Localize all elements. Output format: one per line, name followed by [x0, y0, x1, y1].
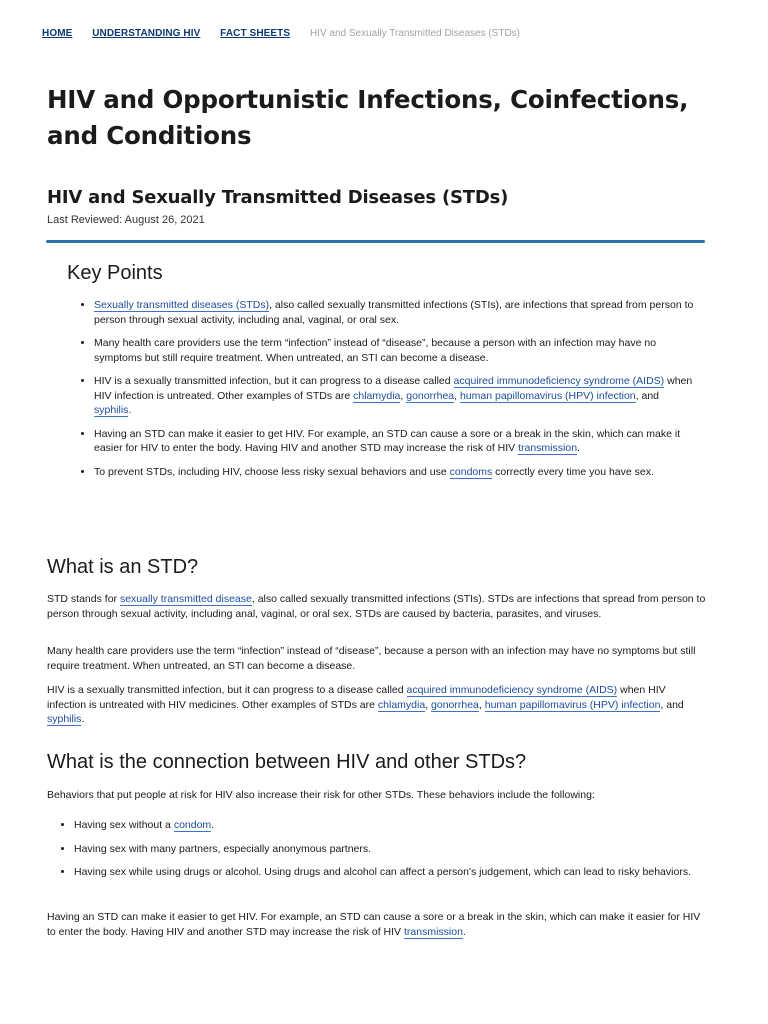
link-chlamydia[interactable]: chlamydia — [353, 389, 401, 402]
paragraph-text: when HIV infection is untreated with HIV medicines. Other examples of STDs are — [47, 684, 666, 711]
link-syphilis[interactable]: syphilis — [47, 713, 82, 725]
link-gonorrhea[interactable]: gonorrhea — [406, 389, 455, 402]
list-item: • Having sex while using drugs or alcohol. Using drugs and alcohol can affect a person's judgement, which can lead to risky behaviors. — [74, 865, 714, 880]
separator: . — [128, 404, 132, 416]
list-item-text: , also called sexually transmitted infections (STIs), are infections that spread from person to person through sexual activity, including anal, vaginal, or oral sex. — [94, 299, 694, 326]
link-aids[interactable]: acquired immunodeficiency syndrome (AIDS) — [453, 375, 665, 387]
separator: , — [425, 698, 432, 711]
breadcrumb-understanding-hiv[interactable]: UNDERSTANDING HIV — [92, 28, 201, 39]
breadcrumb-fact-sheets[interactable]: FACT SHEETS — [220, 28, 291, 39]
link-condoms[interactable]: condoms — [449, 465, 493, 478]
list-item-text: Having sex without a — [74, 819, 174, 831]
link-stds[interactable]: Sexually transmitted diseases (STDs) — [94, 299, 270, 311]
breadcrumb — [42, 28, 520, 39]
separator: , and — [635, 389, 659, 402]
paragraph-text: STD stands for — [47, 593, 120, 605]
breadcrumb-current: HIV and Sexually Transmitted Diseases (STDs) — [309, 28, 521, 39]
list-item — [94, 336, 694, 365]
separator: , and — [660, 698, 684, 711]
list-item-text: when HIV infection is untreated. Other examples of STDs are — [94, 375, 693, 402]
separator: , — [454, 389, 460, 402]
key-points-box — [46, 243, 705, 513]
list-item-text: To prevent STDs, including HIV, choose less risky sexual behaviors and use — [94, 465, 450, 478]
separator: . — [211, 819, 215, 831]
last-reviewed: Last Reviewed: August 26, 2021 — [47, 214, 205, 226]
link-sexually-transmitted-disease[interactable]: sexually transmitted disease — [119, 593, 252, 605]
paragraph — [47, 910, 707, 939]
link-chlamydia[interactable]: chlamydia — [377, 698, 426, 711]
paragraph-text: HIV is a sexually transmitted infection, but it can progress to a disease called — [47, 684, 407, 696]
link-hpv[interactable]: human papillomavirus (HPV) infection — [484, 698, 661, 711]
separator: , — [478, 698, 485, 711]
paragraph — [47, 683, 707, 727]
paragraph-text: , also called sexually transmitted infections (STIs). STDs are infections that spread from person to person through sexual activity, including anal, vaginal, or oral sex. STDs are caused by bacteria, parasites, and viruses. — [47, 593, 706, 620]
link-condom[interactable]: condom — [173, 819, 212, 831]
separator: . — [577, 442, 580, 454]
list-item — [94, 298, 694, 327]
list-item — [94, 374, 694, 418]
list-item — [94, 427, 694, 456]
list-item-text: Many health care providers use the term “infection” instead of “disease”, because a person with an infection may have no symptoms but still require treatment. When untreated, an STI can become a disease. — [94, 337, 657, 364]
key-points-title: Key Points — [67, 262, 163, 284]
paragraph: Many health care providers use the term “infection” instead of “disease”, because a person with an infection may have no symptoms but still require treatment. When untreated, an STI can become a disease. — [47, 645, 696, 672]
list-item — [94, 465, 694, 480]
paragraph: Behaviors that put people at risk for HIV also increase their risk for other STDs. These behaviors include the following: — [47, 789, 595, 801]
paragraph — [47, 592, 707, 621]
separator: , — [400, 389, 407, 402]
list-item-text: Having an STD can make it easier to get HIV. For example, an STD can cause a sore or a break in the skin, which can make it easier for HIV to enter the body. Having HIV and another STD may increase the risk of HIV — [94, 427, 681, 454]
link-syphilis[interactable]: syphilis — [94, 404, 129, 416]
paragraph-text: Having an STD can make it easier to get HIV. For example, an STD can cause a sore or a break in the skin, which can make it easier for HIV to enter the body. Having HIV and another STD may increase the risk of HIV — [47, 911, 701, 938]
separator: . — [81, 713, 85, 725]
separator: . — [462, 925, 466, 938]
link-transmission[interactable]: transmission — [518, 442, 578, 454]
link-aids[interactable]: acquired immunodeficiency syndrome (AIDS) — [406, 684, 618, 696]
list-item: • Having sex with many partners, especially anonymous partners. — [74, 842, 714, 857]
link-gonorrhea[interactable]: gonorrhea — [431, 698, 479, 711]
behaviors-list — [56, 818, 714, 889]
page-subtitle: HIV and Sexually Transmitted Diseases (STDs) — [47, 187, 509, 208]
list-item — [74, 818, 714, 833]
link-hpv[interactable]: human papillomavirus (HPV) infection — [459, 389, 636, 402]
page-title: HIV and Opportunistic Infections, Coinfections, and Conditions — [47, 85, 689, 150]
link-transmission[interactable]: transmission — [403, 925, 463, 938]
list-item-text: correctly every time you have sex. — [492, 465, 654, 478]
key-points-list — [76, 298, 694, 488]
section-heading: What is the connection between HIV and other STDs? — [47, 751, 527, 773]
list-item-text: HIV is a sexually transmitted infection, but it can progress to a disease called — [94, 375, 454, 387]
breadcrumb-home[interactable]: HOME — [42, 28, 73, 39]
section-heading: What is an STD? — [47, 556, 199, 578]
